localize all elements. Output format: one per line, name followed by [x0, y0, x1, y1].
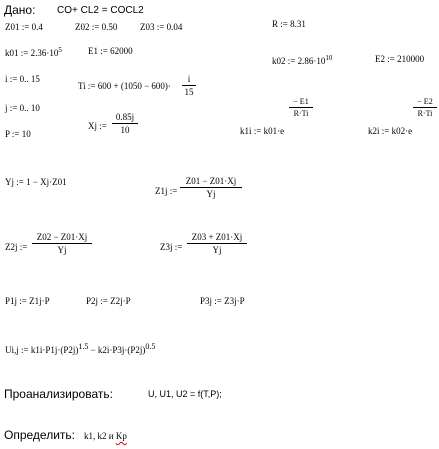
temperature-fraction: i 15: [182, 75, 196, 97]
k1-definition: k1i := k01·e: [240, 126, 285, 136]
p3-definition: P3j := Z3j·P: [200, 296, 245, 306]
z2-fraction: Z02 − Z01·Xj Yj: [32, 233, 92, 255]
r-definition: R := 8.31: [272, 19, 306, 29]
k01-definition: k01 := $2.36\cdot 10^5$: [5, 46, 62, 58]
x-fraction: 0.85j 10: [112, 113, 138, 135]
analyze-text: U, U1, U2 = f(T,P);: [148, 389, 222, 399]
k2-exponent-fraction: − E2 R·Ti: [413, 98, 437, 118]
z02-definition: Z02 := 0.50: [75, 22, 118, 32]
k02-definition: k02 := $2.86\cdot 10^{10}$: [272, 54, 333, 66]
rate-equation: Ui,j := $k1i\cdot P1j\cdot(P2j)^{1.5} - k2i\cdot P3j\cdot(P2j)^{0.5}$: [5, 342, 156, 355]
j-range: j := 0.. 10: [5, 103, 40, 113]
determine-text: k1, k2 и Kp: [84, 431, 127, 441]
k1-exponent-fraction: − E1 R·Ti: [289, 98, 313, 118]
p-definition: P := 10: [5, 129, 31, 139]
z3-definition: Z3j :=: [160, 242, 183, 252]
p2-definition: P2j := Z2j·P: [86, 296, 131, 306]
given-label: Дано:: [4, 3, 36, 17]
z1-definition: Z1j :=: [155, 186, 178, 196]
k2-definition: k2i := k02·e: [368, 126, 413, 136]
e1-definition: E1 := 62000: [88, 46, 133, 56]
z1-fraction: Z01 − Z01·Xj Yj: [180, 177, 242, 199]
z01-definition: Z01 := 0.4: [5, 22, 43, 32]
x-definition: Xj :=: [88, 121, 107, 131]
z3-fraction: Z03 + Z01·Xj Yj: [187, 233, 247, 255]
temperature-definition: Ti := 600 + (1050 − 600)·: [78, 81, 171, 91]
y-definition: Yj := 1 − Xj·Z01: [5, 177, 67, 187]
z03-definition: Z03 := 0.04: [140, 22, 183, 32]
analyze-label: Проанализировать:: [4, 387, 113, 401]
determine-label: Определить:: [4, 428, 75, 442]
i-range: i := 0.. 15: [5, 74, 40, 84]
z2-definition: Z2j :=: [5, 242, 28, 252]
reaction-equation: CO+ CL2 = COCL2: [57, 5, 144, 16]
kp-term: Kp: [115, 431, 127, 441]
p1-definition: P1j := Z1j·P: [5, 296, 50, 306]
e2-definition: E2 := 210000: [375, 54, 425, 64]
